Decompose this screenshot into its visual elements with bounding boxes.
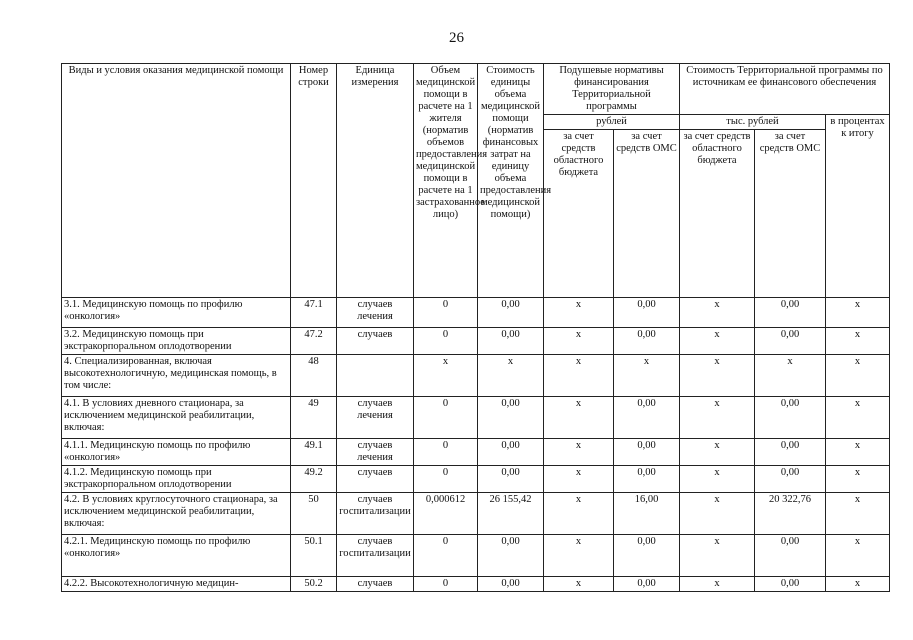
- row-norm-oms: 0,00: [614, 535, 680, 577]
- row-cost: 26 155,42: [478, 493, 544, 535]
- header-unit-thousand-rubles: тыс. рублей: [680, 115, 826, 130]
- row-cost: 0,00: [478, 328, 544, 355]
- row-cost-oms: 0,00: [755, 466, 826, 493]
- row-cost-budget: x: [680, 355, 755, 397]
- row-cost-budget: x: [680, 466, 755, 493]
- row-cost-percent: x: [826, 397, 890, 439]
- row-cost-percent: x: [826, 493, 890, 535]
- row-name: 4.1.1. Медицинскую помощь по профилю «онкология»: [62, 439, 291, 466]
- header-unit: Единица измерения: [337, 64, 414, 298]
- row-norm-oms: 0,00: [614, 577, 680, 592]
- row-norm-budget: x: [544, 328, 614, 355]
- row-cost-budget: x: [680, 328, 755, 355]
- row-volume: 0: [414, 577, 478, 592]
- row-cost-oms: 20 322,76: [755, 493, 826, 535]
- header-unit-cost: Стоимость единицы объема медицинской помощи (норматив финансовых затрат на единицу объема предоставления медицинской помощи): [478, 64, 544, 298]
- row-cost: 0,00: [478, 577, 544, 592]
- row-cost: 0,00: [478, 535, 544, 577]
- row-cost-percent: x: [826, 439, 890, 466]
- row-number: 50: [291, 493, 337, 535]
- row-norm-budget: x: [544, 577, 614, 592]
- row-norm-oms: 0,00: [614, 439, 680, 466]
- row-norm-oms: 16,00: [614, 493, 680, 535]
- row-norm-budget: x: [544, 466, 614, 493]
- row-cost-budget: x: [680, 397, 755, 439]
- header-cost-oms: за счет средств ОМС: [755, 130, 826, 298]
- table-row: [62, 355, 890, 397]
- row-norm-budget: x: [544, 298, 614, 328]
- row-cost-percent: x: [826, 298, 890, 328]
- row-name: 4.2.2. Высокотехнологичную медицин-: [62, 577, 291, 592]
- row-cost-percent: x: [826, 577, 890, 592]
- row-name: 3.2. Медицинскую помощь при экстракорпоральном оплодотворении: [62, 328, 291, 355]
- row-norm-oms: 0,00: [614, 298, 680, 328]
- row-volume: 0: [414, 298, 478, 328]
- header-per-capita-norms: Подушевые нормативы финансирования Территориальной программы: [544, 64, 680, 115]
- row-cost-percent: x: [826, 535, 890, 577]
- page-number: 26: [449, 30, 464, 46]
- table-row: [62, 466, 890, 493]
- row-number: 50.1: [291, 535, 337, 577]
- row-volume: x: [414, 355, 478, 397]
- row-unit: случаев лечения: [337, 397, 414, 439]
- row-cost-oms: 0,00: [755, 397, 826, 439]
- row-name: 4. Специализированная, включая высокотехнологичную, медицинская помощь, в том числе:: [62, 355, 291, 397]
- row-unit: [337, 355, 414, 397]
- row-unit: случаев лечения: [337, 439, 414, 466]
- row-name: 4.2. В условиях круглосуточного стационара, за исключением медицинской реабилитации, включая:: [62, 493, 291, 535]
- row-norm-budget: x: [544, 397, 614, 439]
- table-row: [62, 328, 890, 355]
- row-norm-oms: 0,00: [614, 397, 680, 439]
- row-number: 47.2: [291, 328, 337, 355]
- row-norm-budget: x: [544, 439, 614, 466]
- row-cost-oms: 0,00: [755, 439, 826, 466]
- row-unit: случаев госпитализации: [337, 493, 414, 535]
- table-row: [62, 493, 890, 535]
- row-cost: x: [478, 355, 544, 397]
- row-cost-budget: x: [680, 439, 755, 466]
- row-cost: 0,00: [478, 466, 544, 493]
- row-cost: 0,00: [478, 397, 544, 439]
- row-number: 49: [291, 397, 337, 439]
- row-cost-percent: x: [826, 355, 890, 397]
- row-number: 48: [291, 355, 337, 397]
- row-norm-budget: x: [544, 355, 614, 397]
- row-volume: 0: [414, 328, 478, 355]
- row-norm-budget: x: [544, 493, 614, 535]
- row-number: 49.2: [291, 466, 337, 493]
- row-unit: случаев: [337, 466, 414, 493]
- row-cost: 0,00: [478, 439, 544, 466]
- table-row: [62, 439, 890, 466]
- table-row: [62, 397, 890, 439]
- row-volume: 0: [414, 439, 478, 466]
- row-cost: 0,00: [478, 298, 544, 328]
- header-percent-total: в процентах к итогу: [826, 115, 890, 298]
- row-name: 4.2.1. Медицинскую помощь по профилю «онкология»: [62, 535, 291, 577]
- row-norm-oms: 0,00: [614, 328, 680, 355]
- row-number: 47.1: [291, 298, 337, 328]
- row-unit: случаев: [337, 577, 414, 592]
- row-volume: 0: [414, 535, 478, 577]
- table-row: [62, 298, 890, 328]
- header-types: Виды и условия оказания медицинской помощи: [62, 64, 291, 298]
- header-volume: Объем медицинской помощи в расчете на 1 жителя (норматив объемов предоставления медицинской помощи в расчете на 1 застрахованное лицо): [414, 64, 478, 298]
- row-cost-oms: 0,00: [755, 577, 826, 592]
- row-cost-budget: x: [680, 298, 755, 328]
- row-cost-oms: x: [755, 355, 826, 397]
- row-cost-percent: x: [826, 328, 890, 355]
- row-number: 50.2: [291, 577, 337, 592]
- row-cost-percent: x: [826, 466, 890, 493]
- row-norm-oms: 0,00: [614, 466, 680, 493]
- header-norm-oms: за счет средств ОМС: [614, 130, 680, 298]
- row-cost-budget: x: [680, 493, 755, 535]
- table-row: [62, 535, 890, 577]
- row-cost-budget: x: [680, 577, 755, 592]
- header-row-number: Номер строки: [291, 64, 337, 298]
- row-cost-oms: 0,00: [755, 328, 826, 355]
- header-unit-rubles: рублей: [544, 115, 680, 130]
- row-norm-budget: x: [544, 535, 614, 577]
- financing-table: [61, 63, 890, 592]
- row-cost-budget: x: [680, 535, 755, 577]
- row-unit: случаев лечения: [337, 298, 414, 328]
- table-row: [62, 577, 890, 592]
- row-unit: случаев: [337, 328, 414, 355]
- row-name: 3.1. Медицинскую помощь по профилю «онкология»: [62, 298, 291, 328]
- row-volume: 0,000612: [414, 493, 478, 535]
- row-cost-oms: 0,00: [755, 535, 826, 577]
- row-volume: 0: [414, 397, 478, 439]
- header-row-1: [62, 64, 890, 115]
- row-norm-oms: x: [614, 355, 680, 397]
- row-number: 49.1: [291, 439, 337, 466]
- header-program-cost: Стоимость Территориальной программы по источникам ее финансового обеспечения: [680, 64, 890, 115]
- header-norm-regional-budget: за счет средств областного бюджета: [544, 130, 614, 298]
- row-cost-oms: 0,00: [755, 298, 826, 328]
- header-cost-regional-budget: за счет средств областного бюджета: [680, 130, 755, 298]
- row-name: 4.1. В условиях дневного стационара, за исключением медицинской реабилитации, включая:: [62, 397, 291, 439]
- row-unit: случаев госпитализации: [337, 535, 414, 577]
- row-volume: 0: [414, 466, 478, 493]
- row-name: 4.1.2. Медицинскую помощь при экстракорпоральном оплодотворении: [62, 466, 291, 493]
